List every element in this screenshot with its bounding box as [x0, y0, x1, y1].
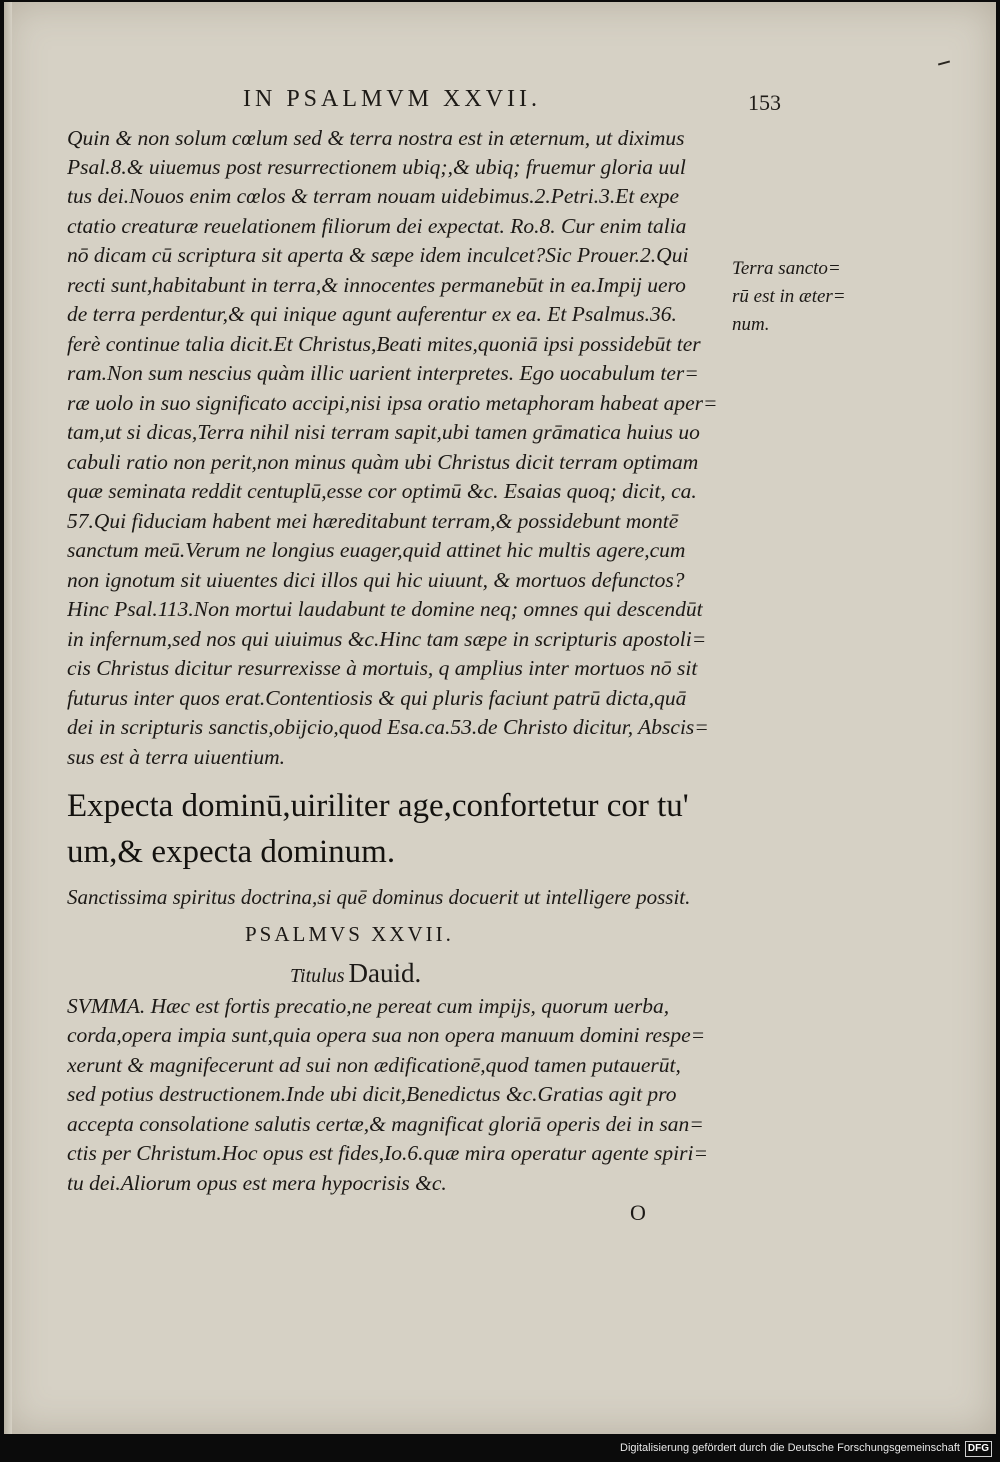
- verse-line: Expecta dominū,uiriliter age,confortetur cor tu': [67, 788, 689, 824]
- titulus: [290, 958, 421, 989]
- body-line: ram.Non sum nescius quàm illic uarient interpretes. Ego uocabulum ter=: [67, 361, 699, 385]
- margin-note-line: num.: [732, 314, 770, 335]
- summa-line: corda,opera impia sunt,quia opera sua non opera manuum domini respe=: [67, 1023, 706, 1047]
- summa-line: ctis per Christum.Hoc opus est fides,Io.6.quæ mira operatur agente spiri=: [67, 1141, 708, 1165]
- running-head: IN PSALMVM XXVII.: [243, 86, 542, 112]
- signature-mark: O: [630, 1200, 646, 1225]
- summa-line: xerunt & magnifecerunt ad sui non ædificationē,quod tamen putauerūt,: [67, 1053, 681, 1077]
- body-line: de terra perdentur,& qui inique agunt auferentur ex ea. Et Psalmus.36.: [67, 302, 677, 326]
- dfg-logo: DFG: [965, 1441, 992, 1457]
- body-line: dei in scripturis sanctis,obijcio,quod Esa.ca.53.de Christo dicitur, Abscis=: [67, 715, 709, 739]
- summa-line: accepta consolatione salutis certæ,& magnificat gloriā operis dei in san=: [67, 1112, 704, 1136]
- page-number: 153: [748, 90, 781, 115]
- body-line: Psal.8.& uiuemus post resurrectionem ubiq;,& ubiq; fruemur gloria uul: [67, 155, 686, 179]
- page-header: [0, 84, 1000, 114]
- verse-line: um,& expecta dominum.: [67, 834, 396, 870]
- body-line: cabuli ratio non perit,non minus quàm ubi Christus dicit terram optimam: [67, 450, 699, 474]
- body-line: ctatio creaturæ reuelationem filiorum dei expectat. Ro.8. Cur enim talia: [67, 214, 687, 238]
- titulus-label: Titulus: [290, 965, 345, 987]
- body-line: quæ seminata reddit centuplū,esse cor optimū &c. Esaias quoq; dicit, ca.: [67, 479, 697, 503]
- page-binding-edge: [4, 2, 12, 1434]
- body-line: sus est à terra uiuentium.: [67, 745, 285, 769]
- footer: [0, 1440, 1000, 1462]
- body-line: Quin & non solum cœlum sed & terra nostra est in æternum, ut diximus: [67, 126, 685, 150]
- summa-line: tu dei.Aliorum opus est mera hypocrisis &c.: [67, 1171, 447, 1195]
- motto: Sanctissima spiritus doctrina,si quē dominus docuerit ut intelligere possit.: [67, 885, 691, 909]
- body-line: nō dicam cū scriptura sit aperta & sæpe idem inculcet?Sic Prouer.2.Qui: [67, 243, 689, 267]
- body-line: ræ uolo in suo significato accipi,nisi ipsa oratio metaphoram habeat aper=: [67, 391, 718, 415]
- body-line: futurus inter quos erat.Contentiosis & qui pluris faciunt patrū dicta,quā: [67, 686, 687, 710]
- funding-credit: Digitalisierung gefördert durch die Deutsche Forschungsgemeinschaft: [620, 1442, 960, 1454]
- body-line: sanctum meū.Verum ne longius euager,quid attinet hic multis agere,cum: [67, 538, 686, 562]
- body-line: in infernum,sed nos qui uiuimus &c.Hinc tam sæpe in scripturis apostoli=: [67, 627, 707, 651]
- body-line: ferè continue talia dicit.Et Christus,Beati mites,quoniā ipsi possidebūt ter: [67, 332, 701, 356]
- body-line: non ignotum sit uiuentes dici illos qui hic uiuunt, & mortuos defunctos?: [67, 568, 685, 592]
- body-line: tam,ut si dicas,Terra nihil nisi terram sapit,ubi tamen grāmatica huius uo: [67, 420, 700, 444]
- body-line: Hinc Psal.113.Non mortui laudabunt te domine neq; omnes qui descendūt: [67, 597, 703, 621]
- summa-line: SVMMA. Hæc est fortis precatio,ne pereat cum impijs, quorum uerba,: [67, 994, 670, 1018]
- psalm-heading: PSALMVS XXVII.: [245, 922, 454, 946]
- summa-line: sed potius destructionem.Inde ubi dicit,Benedictus &c.Gratias agit pro: [67, 1082, 677, 1106]
- margin-note-line: Terra sancto=: [732, 258, 841, 279]
- body-line: recti sunt,habitabunt in terra,& innocentes permanebūt in ea.Impij uero: [67, 273, 686, 297]
- body-line: cis Christus dicitur resurrexisse à mortuis, q amplius inter mortuos nō sit: [67, 656, 698, 680]
- body-line: 57.Qui fiduciam habent mei hæreditabunt terram,& possidebunt montē: [67, 509, 679, 533]
- margin-note-line: rū est in æter=: [732, 286, 846, 307]
- body-line: tus dei.Nouos enim cœlos & terram nouam uidebimus.2.Petri.3.Et expe: [67, 184, 680, 208]
- titulus-name: Dauid.: [348, 958, 422, 988]
- margin-note: [732, 255, 846, 339]
